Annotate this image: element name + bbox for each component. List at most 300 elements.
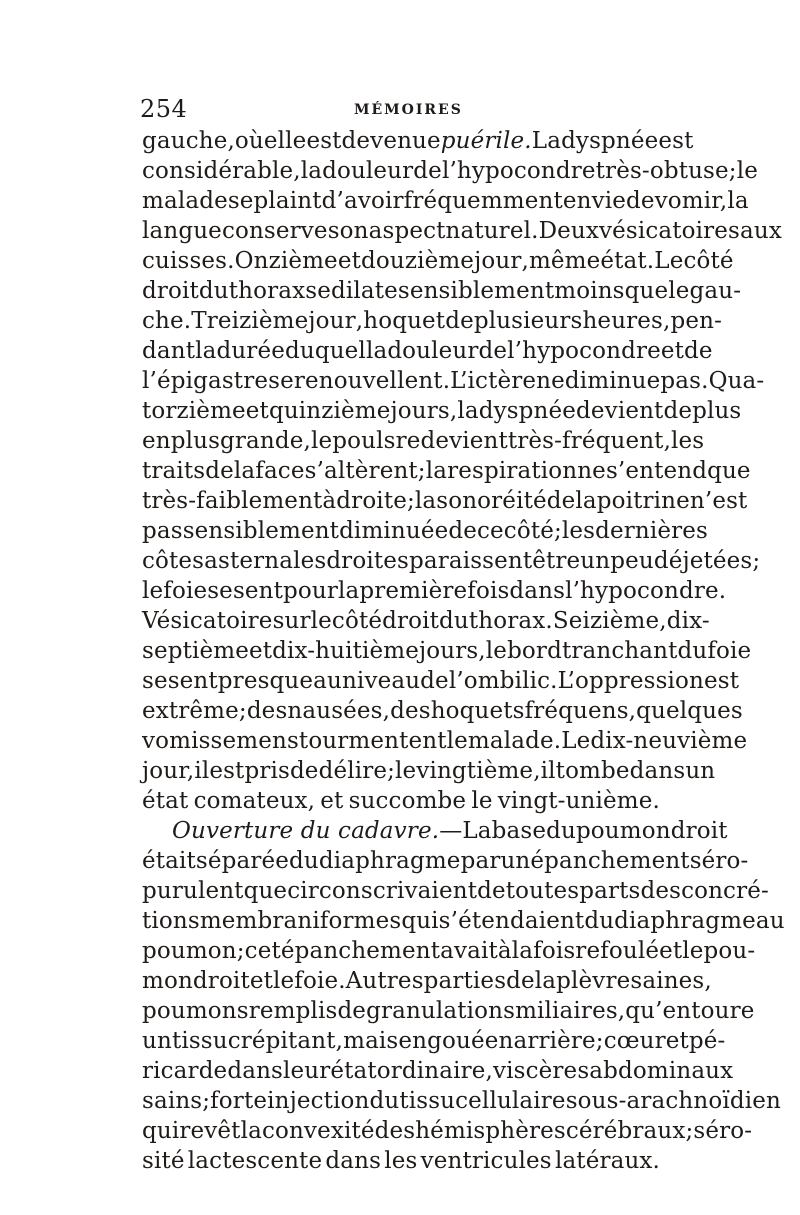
word: qui: [142, 1118, 180, 1144]
text-line-8: [142, 336, 713, 366]
word: quelques: [636, 698, 743, 724]
word: séro-: [693, 1118, 753, 1144]
word: et: [660, 338, 685, 364]
word: le: [485, 638, 508, 664]
word: les: [671, 428, 705, 454]
word: de: [420, 668, 449, 694]
word: de: [205, 458, 234, 484]
word: vingtième: [416, 758, 534, 784]
word: dix-neuvième: [590, 728, 748, 754]
word: droites: [326, 548, 409, 574]
word: du: [546, 818, 576, 844]
word: saines,: [630, 968, 712, 994]
word: et: [659, 938, 683, 964]
word: durée: [216, 338, 285, 364]
text-line-7: [142, 306, 723, 336]
word: langue: [142, 218, 222, 244]
word: côté: [331, 608, 383, 634]
word: pou-: [703, 938, 756, 964]
word: extrême;: [142, 698, 247, 724]
word: est: [209, 758, 245, 784]
word: tions: [142, 908, 200, 934]
text-line-17: [142, 606, 710, 636]
word: la: [534, 968, 557, 994]
word: l’hypocondre.: [565, 578, 727, 604]
word: très-fréquent,: [507, 428, 672, 454]
word: ;: [752, 548, 761, 574]
word: fréquens,: [524, 698, 637, 724]
word: la: [300, 158, 323, 184]
word: fois: [467, 578, 510, 604]
word: le: [736, 158, 758, 184]
word: même: [528, 248, 601, 274]
word: était: [142, 848, 196, 874]
text-line-2: [142, 156, 758, 186]
word: première: [359, 578, 468, 604]
word: de: [413, 158, 442, 184]
word: plus: [170, 428, 221, 454]
word: paraissent: [408, 548, 533, 574]
word: le: [310, 608, 332, 634]
word: parts: [579, 878, 641, 904]
word: le: [668, 278, 690, 304]
word: cœur: [603, 1028, 666, 1054]
word: vomir,: [654, 188, 728, 214]
word: s’entend: [605, 458, 708, 484]
word: les: [561, 518, 596, 544]
word: jours,: [390, 398, 458, 424]
word: dernières: [595, 518, 708, 544]
word: état.: [600, 248, 655, 274]
word: redevient: [395, 428, 508, 454]
word: peu: [610, 548, 654, 574]
word: et: [248, 638, 273, 664]
word: ,: [663, 308, 671, 334]
word: hémisphères: [415, 1118, 566, 1144]
word: se: [305, 278, 331, 304]
text-line-27: [142, 906, 785, 936]
word: du: [677, 638, 708, 664]
word: hoquet: [363, 308, 446, 334]
word: cuisses.: [142, 248, 235, 274]
word: bord: [507, 638, 562, 664]
text-line-3: [142, 186, 749, 216]
word: le: [273, 968, 295, 994]
text-line-5: [142, 246, 734, 276]
word: toutes: [505, 878, 580, 904]
word: remplis: [248, 998, 338, 1024]
word: où: [234, 128, 264, 154]
word: droit: [670, 818, 728, 844]
text-line-29: [142, 966, 712, 996]
word: sonoréité: [436, 488, 547, 514]
word: l’épigastre: [142, 368, 269, 394]
word: nausées,: [287, 698, 391, 724]
word: épanchement: [530, 848, 690, 874]
text-line-12: [142, 456, 751, 486]
word: il: [540, 758, 556, 784]
word: La: [462, 818, 492, 844]
word: la: [575, 488, 597, 514]
word: sent: [167, 668, 218, 694]
text-line-18: [142, 636, 752, 666]
word: renouvellent.: [293, 368, 451, 394]
word: fois: [533, 938, 576, 964]
word: Deux: [538, 218, 599, 244]
word: succombe: [348, 788, 467, 814]
word: L’oppression: [557, 668, 705, 694]
word: de: [448, 518, 477, 544]
word: ,: [355, 308, 364, 334]
word: que: [243, 878, 288, 904]
word: cet: [244, 938, 281, 964]
word: n’est: [689, 488, 748, 514]
word: gauche,: [142, 128, 235, 154]
word: du: [198, 278, 229, 304]
word: du: [439, 608, 469, 634]
word: tissu: [399, 1088, 456, 1114]
word: aux: [740, 218, 782, 244]
section-heading: Ouverture du cadavre.: [172, 818, 440, 844]
word: Autres: [345, 968, 424, 994]
word: le: [142, 578, 164, 604]
word: ricarde: [142, 1058, 228, 1084]
text-line-32: [142, 1056, 734, 1086]
word: côtes: [142, 548, 205, 574]
word: conserve: [221, 218, 328, 244]
word: foie.: [294, 968, 346, 994]
word: côté: [683, 248, 734, 274]
word: séro-: [689, 848, 749, 874]
word: concré-: [681, 878, 769, 904]
word: arrière;: [513, 1028, 604, 1054]
text-line-21: [142, 726, 748, 756]
word: dant: [142, 338, 196, 364]
word: considérable,: [142, 158, 301, 184]
word: s’étendaient: [438, 908, 585, 934]
word: en: [142, 428, 171, 454]
word: se: [227, 188, 254, 214]
word: comateux,: [193, 788, 316, 814]
word: délire;: [318, 758, 396, 784]
word: heures: [582, 308, 664, 334]
word: cérébraux: [565, 1118, 686, 1144]
word: pas.: [660, 368, 709, 394]
text-line-23: [142, 786, 660, 816]
word: niveau: [341, 668, 421, 694]
running-title: MÉMOIRES: [354, 102, 463, 118]
word: état: [142, 788, 189, 814]
text-line-31: [142, 1026, 726, 1056]
word: la: [457, 398, 479, 424]
word: dans: [629, 758, 686, 784]
word: ne: [536, 368, 565, 394]
word: les: [384, 1148, 418, 1174]
word: se: [142, 668, 168, 694]
word: se: [207, 578, 233, 604]
word: au: [313, 668, 342, 694]
word: dyspnée: [561, 128, 659, 154]
word: le: [471, 788, 493, 814]
word: foie: [163, 578, 208, 604]
word: lactescente: [187, 1148, 323, 1174]
word: sous-arachnoïdien: [565, 1088, 781, 1114]
word: la: [414, 488, 437, 514]
word: sensiblement: [397, 278, 555, 304]
word: d’avoir: [321, 188, 404, 214]
word: de: [546, 488, 576, 514]
word: droite;: [336, 488, 415, 514]
text-line-33: [142, 1086, 781, 1116]
word: sent: [232, 578, 284, 604]
word: mon: [142, 968, 193, 994]
word: gau-: [689, 278, 742, 304]
word: elle: [263, 128, 307, 154]
word: leur: [282, 1058, 331, 1084]
word: le: [682, 938, 704, 964]
word: un: [580, 548, 611, 574]
word: quinzième: [268, 398, 391, 424]
word: Treizième: [191, 308, 309, 334]
word: grande,: [220, 428, 311, 454]
word: un: [500, 848, 531, 874]
word: Le: [654, 248, 684, 274]
word: foie: [707, 638, 752, 664]
word: plusieurs: [473, 308, 583, 334]
word: un: [142, 1028, 172, 1054]
word: épanchement: [280, 938, 441, 964]
text-line-25: [142, 846, 749, 876]
word: état: [330, 1058, 377, 1084]
word: vésicatoires: [599, 218, 741, 244]
word: et: [245, 398, 269, 424]
word: envie: [562, 188, 626, 214]
word: thorax.: [468, 608, 553, 634]
word: que: [707, 458, 751, 484]
body-text: [142, 126, 785, 1176]
text-line-11: [142, 426, 705, 456]
word: est: [306, 128, 342, 154]
word: très-faiblement: [142, 488, 323, 514]
word: des: [640, 878, 682, 904]
word: le: [395, 758, 417, 784]
word: dix-huitième: [272, 638, 419, 664]
word: miliaires,: [515, 998, 626, 1024]
word: forte: [210, 1088, 268, 1114]
word: des: [374, 1118, 416, 1144]
text-line-20: [142, 696, 743, 726]
word: qui: [401, 908, 439, 934]
word: presque: [217, 668, 314, 694]
word: diaphragme: [318, 848, 461, 874]
page-number: 254: [140, 95, 188, 123]
word: latéraux.: [554, 1148, 661, 1174]
text-line-28: [142, 936, 756, 966]
word: membraniformes: [199, 908, 402, 934]
word: à: [322, 488, 337, 514]
word: et: [320, 788, 344, 814]
word: douleur: [387, 338, 479, 364]
word: ;: [685, 1118, 694, 1144]
word: jour: [308, 308, 356, 334]
word: du: [584, 908, 615, 934]
word: de: [663, 398, 693, 424]
word: injection: [267, 1088, 370, 1114]
word: plus: [692, 398, 742, 424]
word: il: [194, 758, 210, 784]
word: l’hypocondre: [507, 338, 661, 364]
word: traits: [142, 458, 206, 484]
text-line-24: [142, 816, 728, 846]
word: diaphragme: [614, 908, 756, 934]
word: devient: [576, 398, 664, 424]
word: duquel: [284, 338, 366, 364]
word: aspect: [368, 218, 446, 244]
word: douzième: [360, 248, 475, 274]
word: pouls: [332, 428, 396, 454]
word: droit: [142, 278, 199, 304]
text-line-13: [142, 486, 748, 516]
word: le: [446, 728, 468, 754]
word: che.: [142, 308, 192, 334]
word: devenue: [341, 128, 441, 154]
word: circonscrivaient: [287, 878, 478, 904]
word: Le: [561, 728, 591, 754]
word: la: [511, 938, 534, 964]
word: ce: [477, 518, 504, 544]
word: granulations: [366, 998, 516, 1024]
word: parties: [423, 968, 507, 994]
word: sensiblement: [182, 518, 340, 544]
word: dans: [227, 1058, 283, 1084]
word: et: [665, 1028, 689, 1054]
word: l’hypocondre: [441, 158, 596, 184]
word: de: [684, 338, 713, 364]
text-line-34: [142, 1116, 753, 1146]
word: dix-: [666, 608, 710, 634]
word: malade: [142, 188, 228, 214]
word: jour: [474, 248, 522, 274]
text-line-22: [142, 756, 716, 786]
word: Seizième,: [552, 608, 667, 634]
word: tranchant: [561, 638, 678, 664]
word: cellulaire: [455, 1088, 566, 1114]
word: la: [425, 458, 448, 484]
word: et: [249, 968, 273, 994]
word: son: [327, 218, 369, 244]
word: jours,: [418, 638, 486, 664]
page-header: [140, 94, 660, 124]
word: que: [624, 278, 669, 304]
word: se: [268, 368, 294, 394]
word: au: [755, 908, 785, 934]
word: malade.: [467, 728, 562, 754]
word: poumons: [142, 998, 249, 1024]
word: dans: [325, 1148, 382, 1174]
word: crépitant,: [227, 1028, 344, 1054]
word: pas: [142, 518, 183, 544]
word: de: [445, 308, 474, 334]
word: être: [532, 548, 581, 574]
word: sité: [142, 1148, 185, 1174]
italic-word: puérile.: [440, 128, 532, 154]
word: pour: [283, 578, 338, 604]
word: la: [338, 578, 360, 604]
word: de: [289, 758, 319, 784]
word: L’ictère: [450, 368, 537, 394]
word: séparée: [195, 848, 290, 874]
text-line-1: [142, 126, 694, 156]
word: respiration: [447, 458, 578, 484]
word: hoquets: [430, 698, 525, 724]
word: côté;: [503, 518, 562, 544]
word: naturel.: [445, 218, 539, 244]
word: ventricules: [420, 1148, 552, 1174]
word: purulent: [142, 878, 244, 904]
word: douleur: [322, 158, 414, 184]
word: l’ombilic.: [448, 668, 558, 694]
word: la: [365, 338, 388, 364]
text-line-26: [142, 876, 769, 906]
word: refoulé: [575, 938, 660, 964]
word: dans: [509, 578, 566, 604]
word: mais: [343, 1028, 399, 1054]
word: diminue: [564, 368, 661, 394]
word: de: [337, 998, 367, 1024]
word: ;: [728, 158, 737, 184]
word: plaint: [253, 188, 322, 214]
word: de: [478, 338, 508, 364]
text-line-16: [142, 576, 727, 606]
word: Onzième: [234, 248, 338, 274]
word: ,: [533, 758, 541, 784]
text-line-14: [142, 516, 708, 546]
word: abdominaux: [589, 1058, 734, 1084]
word: revêt: [179, 1118, 241, 1144]
word: asternales: [204, 548, 327, 574]
word: base: [491, 818, 547, 844]
word: engoué: [398, 1028, 485, 1054]
word: s’altèrent;: [304, 458, 426, 484]
word: de: [477, 878, 506, 904]
word: viscères: [493, 1058, 590, 1084]
word: de: [626, 188, 655, 214]
word: —: [439, 818, 463, 844]
word: droit: [382, 608, 440, 634]
word: ne: [577, 458, 606, 484]
word: déjetées: [653, 548, 753, 574]
text-line-30: [142, 996, 755, 1026]
word: est: [658, 128, 694, 154]
word: avait: [440, 938, 498, 964]
word: vingt-unième.: [497, 788, 660, 814]
word: Vésicatoire: [142, 608, 273, 634]
word: dilate: [330, 278, 398, 304]
word: plèvre: [556, 968, 631, 994]
word: torzième: [142, 398, 246, 424]
word: poitrine: [596, 488, 690, 514]
word: dyspnée: [478, 398, 577, 424]
word: diminuée: [339, 518, 449, 544]
word: du: [369, 1088, 400, 1114]
word: fréquemment: [403, 188, 563, 214]
text-line-15: [142, 546, 761, 576]
word: pen-: [670, 308, 723, 334]
word: qu’entoure: [625, 998, 755, 1024]
word: Qua-: [708, 368, 765, 394]
word: le: [310, 428, 333, 454]
word: ,: [521, 248, 529, 274]
